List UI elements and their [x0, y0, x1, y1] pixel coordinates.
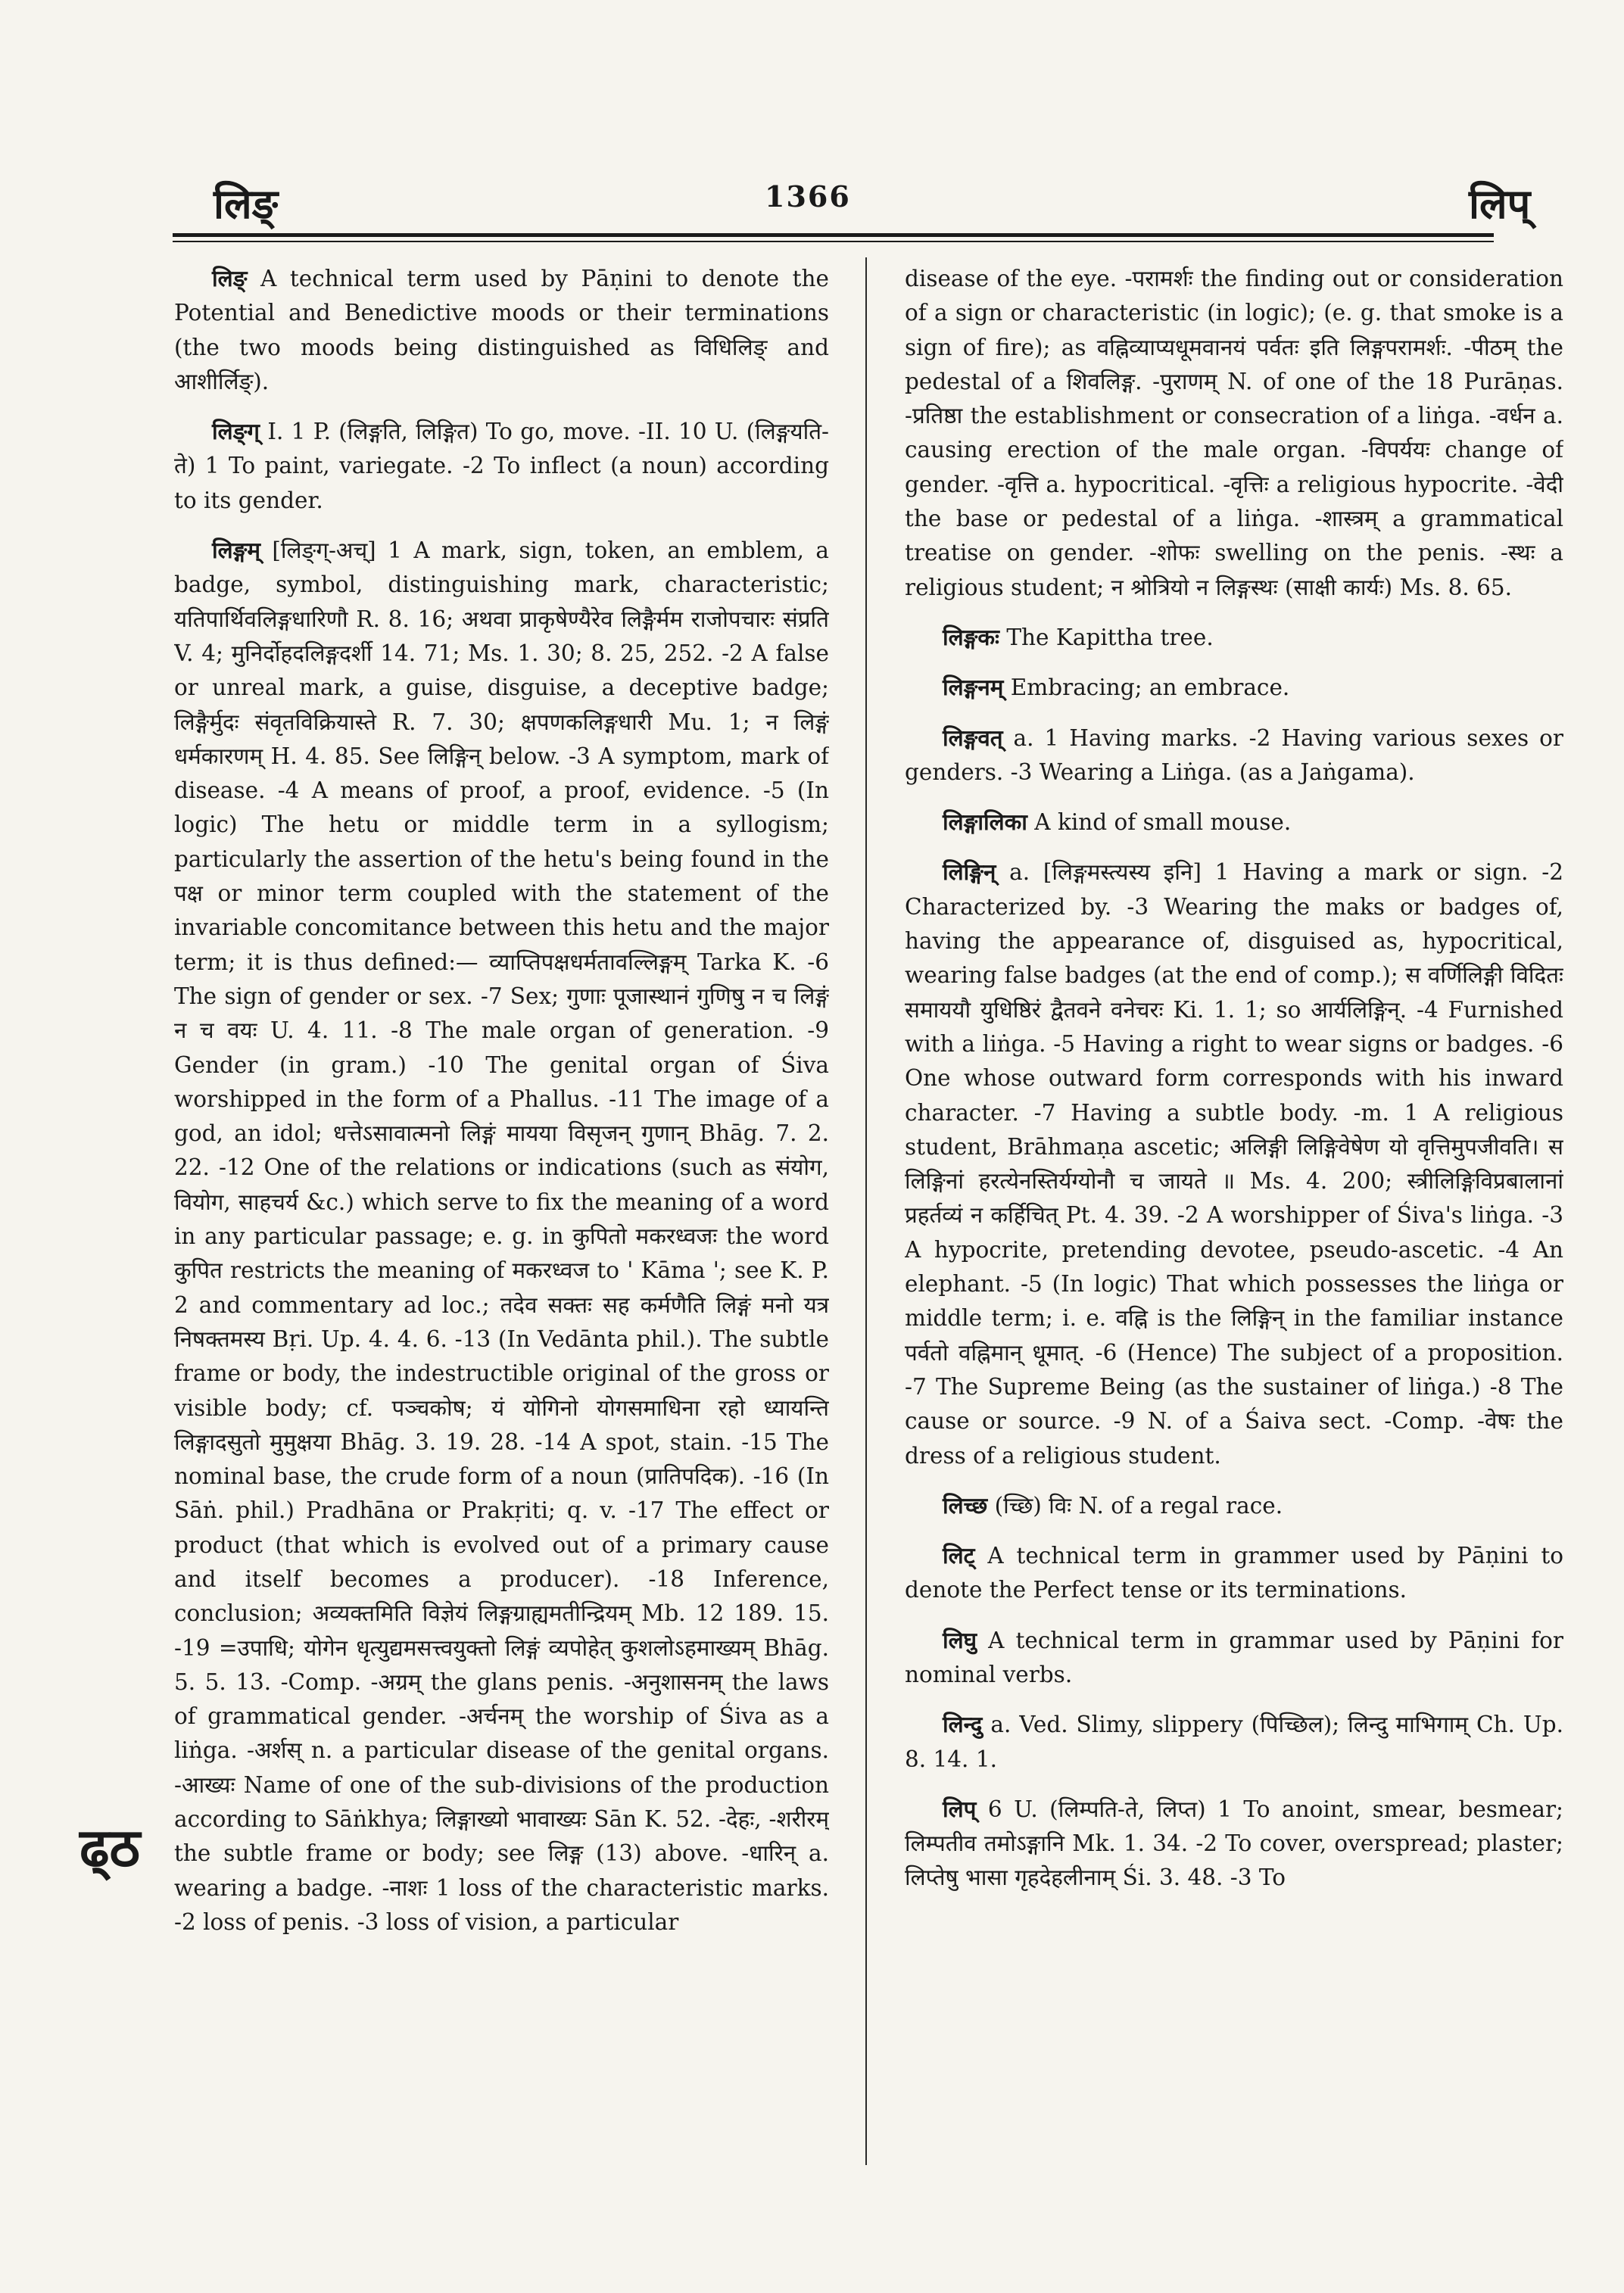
entry-text: (च्छि) विः N. of a regal race. — [987, 1492, 1283, 1519]
entry-headword: लिङ्गनम् — [943, 674, 1004, 701]
dictionary-entry — [905, 620, 1563, 655]
dictionary-entry — [905, 805, 1563, 840]
entry-headword: लिङ्गकः — [943, 623, 999, 650]
entry-text: a. [लिङ्गमस्त्यस्य इनि] 1 Having a mark or sign. -2 Characterized by. -3 Wearing the maks or badges of, having the appearance of, disguised as, hypocritical, wearing false badges (at the end of comp.); स वर्णिलिङ्गी विदितः समाययौ युधिष्ठिरं द्वैतवने वनेचरः Ki. 1. 1; so आर्यलिङ्गिन्. -4 Furnished with a liṅga. -5 Having a right to wear signs or badges. -6 One whose outward form corresponds with his inward character. -7 Having a subtle body. -m. 1 A religious student, Brāhmaṇa ascetic; अलिङ्गी लिङ्गिवेषेण यो वृत्तिमुपजीवति। स लिङ्गिनां हरत्येनस्तिर्यग्योनौ च जायते ॥ Ms. 4. 200; स्त्रीलिङ्गिविप्रबालानां प्रहर्तव्यं न कर्हिचित् Pt. 4. 39. -2 A worshipper of Śiva's liṅga. -3 A hypocrite, pretending devotee, pseudo-ascetic. -4 An elephant. -5 (In logic) That which possesses the liṅga or middle term; i. e. वह्नि is the लिङ्गिन् in the familiar instance पर्वतो वह्निमान् धूमात्. -6 (Hence) The subject of a proposition. -7 The Supreme Being (as the sustainer of liṅga.) -8 The cause or source. -9 N. of a Śaiva sect. -Comp. -वेषः the dress of a religious student. — [905, 859, 1563, 1469]
entry-text: disease of the eye. -परामर्शः the finding out or consideration of a sign or characteristic (in logic); (e. g. that smoke is a sign of fire); as वह्निव्याप्यधूमवानयं पर्वतः इति लिङ्गपरामर्शः. -पीठम् the pedestal of a शिवलिङ्ग. -पुराणम् N. of one of the 18 Purāṇas. -प्रतिष्ठा the establishment or consecration of a liṅga. -वर्धन a. causing erection of the male organ. -विपर्ययः change of gender. -वृत्ति a. hypocritical. -वृत्तिः a religious hypocrite. -वेदी the base or pedestal of a liṅga. -शास्त्रम् a grammatical treatise on gender. -शोफः swelling on the penis. -स्थः a religious student; न श्रोत्रियो न लिङ्गस्थः (साक्षी कार्यः) Ms. 8. 65. — [905, 266, 1563, 600]
entry-headword: लिच्छ — [943, 1491, 988, 1519]
entry-text: A kind of small mouse. — [1027, 809, 1292, 836]
page-header — [0, 163, 1624, 231]
dictionary-entry — [905, 1792, 1563, 1896]
entry-text: 6 U. (लिम्पति-ते, लिप्त) 1 To anoint, smear, besmear; लिम्पतीव तमोऽङ्गानि Mk. 1. 34. -2 To cover, overspread; plaster; लिप्तेषु भासा गृहदेहलीनाम् Śi. 3. 48. -3 To — [905, 1796, 1563, 1891]
entry-headword: लिङ् — [212, 265, 248, 291]
entry-text: A technical term in grammar used by Pāṇini for nominal verbs. — [905, 1627, 1563, 1687]
entry-text: A technical term in grammer used by Pāṇini to denote the Perfect tense or its terminations. — [905, 1543, 1563, 1603]
header-rule-thin — [173, 241, 1494, 242]
dictionary-entry — [905, 721, 1563, 790]
entry-text: [लिङ्ग्-अच्] 1 A mark, sign, token, an emblem, a badge, symbol, distinguishing mark, characteristic; यतिपार्थिवलिङ्गधारिणौ R. 8. 16; अथवा प्राकृषेण्यैरेव लिङ्गैर्मम राजोपचारः संप्रति V. 4; मुनिर्दोहदलिङ्गदर्शी 14. 71; Ms. 1. 30; 8. 25, 252. -2 A false or unreal mark, a guise, disguise, a deceptive badge; लिङ्गैर्मुदः संवृतविक्रियास्ते R. 7. 30; क्षपणकलिङ्गधारी Mu. 1; न लिङ्गं धर्मकारणम् H. 4. 85. See लिङ्गिन् below. -3 A symptom, mark of disease. -4 A means of proof, a proof, evidence. -5 (In logic) The hetu or middle term in a syllogism; particularly the assertion of the hetu's being found in the पक्ष or minor term coupled with the statement of the invariable concomitance between this hetu and the major term; it is thus defined:— व्याप्तिपक्षधर्मतावल्लिङ्गम् Tarka K. -6 The sign of gender or sex. -7 Sex; गुणाः पूजास्थानं गुणिषु न च लिङ्गं न च वयः U. 4. 11. -8 The male organ of generation. -9 Gender (in gram.) -10 The genital organ of Śiva worshipped in the form of a Phallus. -11 The image of a god, an idol; धत्तेऽसावात्मनो लिङ्गं मायया विसृजन् गुणान् Bhāg. 7. 2. 22. -12 One of the relations or indications (such as संयोग, वियोग, साहचर्य &c.) which serve to fix the meaning of a word in any particular passage; e. g. in कुपितो मकरध्वजः the word कुपित restricts the meaning of मकरध्वज to ' Kāma '; see K. P. 2 and commentary ad loc.; तदेव सक्तः सह कर्मणैति लिङ्गं मनो यत्र निषक्तमस्य Bṛi. Up. 4. 4. 6. -13 (In Vedānta phil.). The subtle frame or body, the indestructible original of the gross or visible body; cf. पञ्चकोष; यं योगिनो योगसमाधिना रहो ध्यायन्ति लिङ्गादसुतो मुमुक्षया Bhāg. 3. 19. 28. -14 A spot, stain. -15 The nominal base, the crude form of a noun (प्रातिपदिक). -16 (In Sāṅ. phil.) Pradhāna or Prakṛiti; q. v. -17 The effect or product (that which is evolved out of a primary cause and itself becomes a producer). -18 Inference, conclusion; अव्यक्तमिति विज्ञेयं लिङ्गग्राह्यमतीन्द्रियम् Mb. 12 189. 15. -19 =उपाधि; योगेन धृत्युद्यमसत्त्वयुक्तो लिङ्गं व्यपोहेत् कुशलोऽहमाख्यम् Bhāg. 5. 5. 13. -Comp. -अग्रम् the glans penis. -अनुशासनम् the laws of grammatical gender. -अर्चनम् the worship of Śiva as a liṅga. -अर्शस् n. a particular disease of the genital organs. -आख्यः Name of one of the sub-divisions of the production according to Sāṅkhya; लिङ्गाख्यो भावाख्यः Sān K. 52. -देहः, -शरीरम् the subtle frame or body; see लिङ्ग (13) above. -धारिन् a. wearing a badge. -नाशः 1 loss of the characteristic marks. -2 loss of penis. -3 loss of vision, a particular — [174, 537, 829, 1935]
entry-text: a. Ved. Slimy, slippery (पिच्छिल); लिन्दु माभिगाम् Ch. Up. 8. 14. 1. — [905, 1712, 1563, 1772]
dictionary-entry — [174, 414, 829, 518]
entry-text: a. 1 Having marks. -2 Having various sexes or genders. -3 Wearing a Liṅga. (as a Jaṅgama). — [905, 724, 1563, 785]
entry-text: I. 1 P. (लिङ्गति, लिङ्गित) To go, move. -II. 10 U. (लिङ्गयति-ते) 1 To paint, variegate. -2 To inflect (a noun) according to its gender. — [174, 419, 829, 513]
entry-text: A technical term used by Pāṇini to denote the Potential and Benedictive moods or their terminations (the two moods being distinguished as विधिलिङ् and आशीर्लिङ्). — [174, 266, 829, 394]
dictionary-entry — [905, 1538, 1563, 1608]
entry-headword: लिन्दु — [943, 1711, 983, 1738]
entry-headword: लिप् — [943, 1795, 977, 1822]
entry-headword: लिङ्गालिका — [943, 808, 1027, 836]
entry-headword: लिट् — [943, 1542, 975, 1569]
dictionary-entry — [174, 533, 829, 1939]
dictionary-entry-continued — [905, 261, 1563, 605]
left-running-headword: लिङ् — [214, 179, 278, 228]
header-rule-thick — [173, 233, 1494, 237]
dictionary-entry — [905, 855, 1563, 1472]
right-running-headword: लिप् — [1469, 179, 1531, 228]
dictionary-entry — [905, 1623, 1563, 1693]
entry-headword: लिङ्गिन् — [943, 858, 996, 886]
entry-headword: लिघु — [943, 1626, 977, 1653]
entry-text: Embracing; an embrace. — [1003, 675, 1290, 701]
entry-text: The Kapittha tree. — [999, 624, 1214, 650]
entry-headword: लिङ्ग् — [212, 418, 260, 445]
dictionary-entry — [905, 670, 1563, 705]
page-number: 1366 — [765, 179, 851, 213]
dictionary-entry — [905, 1488, 1563, 1523]
right-column — [905, 261, 1563, 2203]
entry-headword: लिङ्गम् — [212, 537, 260, 564]
entry-headword: लिङ्गवत् — [943, 724, 1003, 751]
dictionary-entry — [905, 1707, 1563, 1777]
dictionary-entry — [174, 261, 829, 399]
column-divider — [865, 257, 867, 2165]
left-column — [174, 261, 829, 2203]
margin-section-mark: ढ्ठ — [79, 1816, 141, 1879]
